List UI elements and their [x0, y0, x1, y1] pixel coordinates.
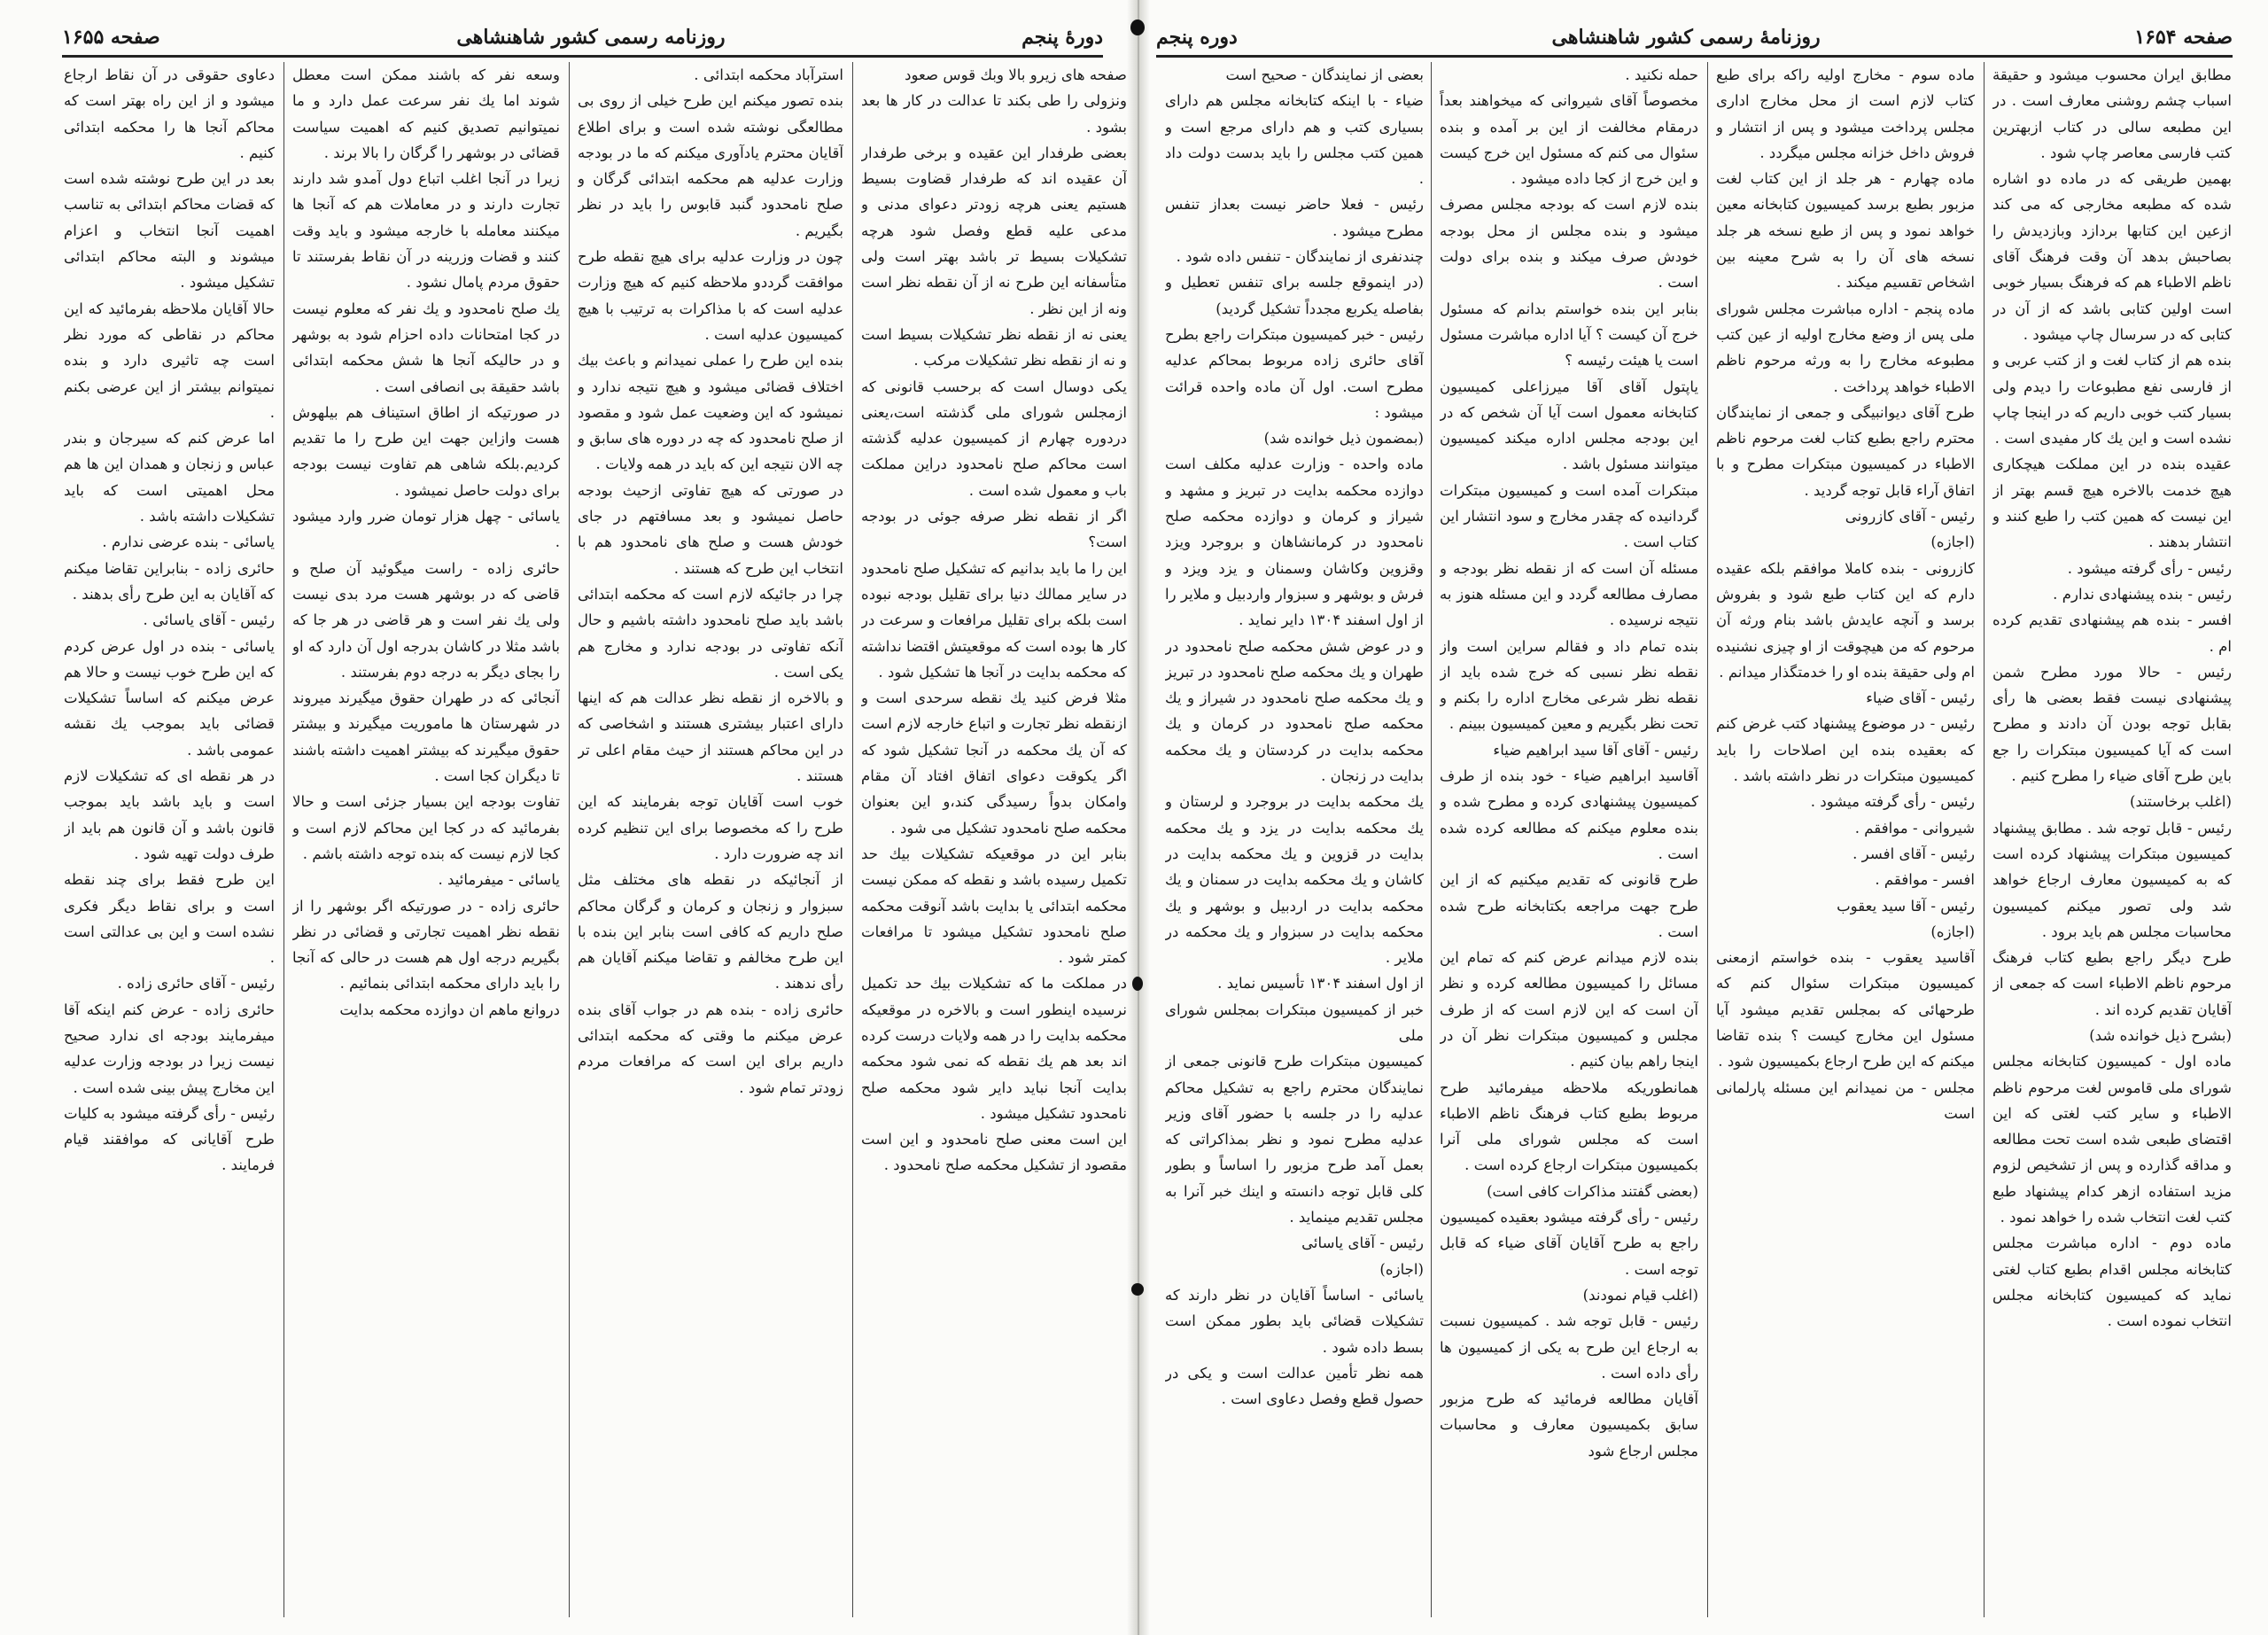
text-paragraph: چون در وزارت عدلیه برای هیچ نقطه طرح موافقت گرددو ملاحظه کنیم که هیچ وزارت عدلیه است که با مذاکرات به ترتیب با هیچ کمیسیون عدلیه است .	[578, 248, 843, 343]
text-paragraph: رئیس - رأی گرفته میشود .	[1810, 793, 1975, 811]
text-paragraph: یکی دوسال است که برحسب قانونی که ازمجلس شورای ملی گذشته است،یعنی دردوره چهارم از کمیسیون عدلیه گذشته است محاکم صلح نامحدود دراین مملکت باب و معمول شده است .	[861, 378, 1127, 499]
left-column-1	[861, 62, 1127, 1622]
text-paragraph: رئیس - رأی گرفته میشود به کلیات طرح آقایانی که موافقند قیام فرمایند .	[64, 1104, 275, 1174]
text-paragraph: حائری زاده - بنده هم در جواب آقای بنده عرض میکنم ما وقتی که محکمه ابتدائی داریم برای این است که مرافعات مردم زودتر تمام شود .	[578, 1000, 843, 1096]
text-paragraph: یك صلح نامحدود و یك نفر که معلوم نیست در کجا امتحانات داده احزام شود به بوشهر و در حالیکه آنجا ها شش محکمه ابتدائی باشد حقیقة بی انصافی است .	[292, 300, 560, 395]
text-paragraph: رئیس - قابل توجه شد . کمیسیون نسبت به ارجاع این طرح به یکی از کمیسیون ها رأی داده است .	[1440, 1312, 1698, 1382]
text-paragraph: بعضی از نمایندگان - صحیح است	[1225, 66, 1424, 83]
text-paragraph: کمیسیون مبتکرات طرح قانونی جمعی از نمایندگان محترم راجع به تشکیل محاکم عدلیه را در جلسه با حضور آقای وزیر عدلیه مطرح نمود و نظر بمذاکراتی که بعمل آمد طرح مزبور را اساساً و بطور کلی قابل توجه دانسته و اینك خبر آنرا به مجلس تقدیم مینماید .	[1165, 1053, 1424, 1226]
left-column-3	[292, 62, 560, 1622]
right-header-title: روزنامهٔ رسمی کشور شاهنشاهی	[1551, 26, 1821, 49]
text-paragraph: زیرا در آنجا اغلب اتباع دول آمدو شد دارند تجارت دارند و در معاملات هم که آنجا ها میکنند معامله با خارجه میشود و باید وقت کنند و قضات وزرینه در آن نقاط بفرستند تا حقوق مردم پامال نشود .	[292, 170, 560, 292]
text-paragraph: رئیس - فعلا حاضر نیست بعداز تنفس مطرح میشود .	[1165, 196, 1424, 239]
text-paragraph: ماده سوم - مخارج اولیه راکه برای طبع کتاب لازم است از محل مخارج اداری مجلس پرداخت میشود و پس از انتشار و فروش داخل خزانه مجلس میگردد .	[1716, 66, 1975, 161]
text-paragraph: و در عوض شش محکمه صلح نامحدود در طهران و یك محکمه صلح نامحدود در تبریز و یك محکمه صلح نامحدود در شیراز و یك محکمه صلح نامحدود در کرمان و یك محکمه بدایت در کردستان و یك محکمه بدایت در زنجان .	[1165, 637, 1424, 785]
text-paragraph: بنده این طرح را عملی نمیدانم و باعث بیك اختلاف قضائی میشود و هیچ نتیجه ندارد و نمیشود که این وضعیت عمل شود و مقصود از صلح نامحدود که چه در دوره های سابق و چه الان نتیجه این که باید در همه ولایات .	[578, 352, 843, 473]
text-paragraph: (اغلب قیام نمودند)	[1582, 1286, 1698, 1304]
left-header-session: دورهٔ پنجم	[1021, 26, 1103, 49]
text-paragraph: یاسائی - بنده در اول عرض کردم که این طرح خوب نیست و حالا هم عرض میکنم که اساساً تشکیلات قضائی باید بموجب یك نقشه عمومی باشد .	[64, 637, 275, 759]
text-paragraph: بنده لازم میدانم عرض کنم که تمام این مسائل را کمیسیون مطالعه کرده و نظر آن است که این لازم است که از طرف مجلس و کمیسیون مبتکرات نظر آن در اینجا راهم بیان کنیم .	[1440, 949, 1698, 1071]
text-paragraph: دعاوی حقوقی در آن نقاط ارجاع میشود و از این راه بهتر است که محاکم آنجا ها را محکمه ابتدائی کنیم .	[64, 66, 275, 161]
column-divider	[852, 62, 853, 1617]
right-column-3	[1716, 62, 1975, 1622]
text-paragraph: رئیس - بنده پیشنهادی ندارم .	[2053, 585, 2232, 603]
text-paragraph: بعد در این طرح نوشته شده است که قضات محاکم ابتدائی به تناسب اهمیت آنجا انتخاب و اعزام میشوند و البته محاکم ابتدائی تشکیل میشود .	[64, 170, 275, 292]
text-paragraph: یاسائی - اساساً آقایان در نظر دارند که تشکیلات قضائی باید بطور ممکن است بسط داده شود .	[1165, 1286, 1424, 1356]
right-page	[1138, 0, 2268, 1635]
text-paragraph: در مملکت ما که تشکیلات بیك حد تکمیل نرسیده اینطور است و بالاخره در موقعیکه محکمه بدایت را در همه ولایات درست کرده اند بعد هم یك نقطه که نمی شود محکمه بدایت آنجا نباید دایر شود محکمه صلح نامحدود تشکیل میشود .	[861, 975, 1127, 1122]
text-paragraph: خبر از کمیسیون مبتکرات بمجلس شورای ملی	[1165, 1000, 1424, 1044]
text-paragraph: آنجائی که در طهران حقوق میگیرند میروند در شهرستان ها ماموریت میگیرند و بیشتر حقوق میگیرند که بیشتر اهمیت داشته باشند تا دیگران کجا است .	[292, 689, 560, 785]
text-paragraph: ماده پنجم - اداره مباشرت مجلس شورای ملی پس از وضع مخارج اولیه از عین کتب مطبوعه مخارج را به ورثه مرحوم ناظم الاطباء خواهد پرداخت .	[1716, 300, 1975, 395]
text-paragraph: رئیس - در موضوع پیشنهاد کتب غرض کنم که بعقیده بنده این اصلاحات را باید کمیسیون مبتکرات در نظر داشته باشد .	[1716, 715, 1975, 785]
text-paragraph: حائری زاده - در صورتیکه اگر بوشهر را از نقطه نظر اهمیت تجارتی و قضائی در نظر بگیریم درجه اول هم هست در حالی که آنجا را باید دارای محکمه ابتدائی بنمائیم .	[292, 897, 560, 993]
text-paragraph: حالا آقایان ملاحظه بفرمائید که این محاکم در نقاطی که مورد نظر است چه تاثیری دارد و بنده نمیتوانم بیشتر از این عرضی بکنم .	[64, 300, 275, 421]
text-paragraph: ماده چهارم - هر جلد از این کتاب لغت مزبور بطبع برسد کمیسیون کتابخانه معین خواهد نمود و پس از طبع نسخه هر جلد نسخه های آن را به شرح معینه بین اشخاص تقسیم میکند .	[1716, 170, 1975, 292]
text-paragraph: (اجازه)	[1379, 1260, 1424, 1278]
text-paragraph: در صورتی که هیچ تفاوتی ازحیث بودجه حاصل نمیشود و بعد مسافتهم در جای خودش هست و صلح های نامحدود هم با انتخاب این طرح که هستند .	[578, 481, 843, 577]
text-paragraph: (در اینموقع جلسه برای تنفس تعطیل و بفاصله یکربع مجدداً تشکیل گردید)	[1165, 274, 1424, 317]
text-paragraph: بعضی طرفدار این عقیده و برخی طرفدار آن عقیده اند که طرفدار قضاوت بسیط هستیم یعنی هرچه زودتر دعوای مدنی و مدعی علیه قطع وفصل شود هرچه تشکیلات بسیط تر باشد بهتر است ولی متأسفانه این طرح نه از آن نقطه نظر است ونه از این نظر .	[861, 144, 1127, 317]
left-header-page-number: صفحه ۱۶۵۵	[62, 26, 160, 49]
text-paragraph: رئیس - آقا سید یعقوب	[1837, 897, 1975, 915]
right-column-2	[1440, 62, 1698, 1622]
text-paragraph: مسئله آن است که از نقطه نظر بودجه و مصارف مطالعه گردد و این مسئله هنوز به نتیجه نرسیده .	[1440, 559, 1698, 629]
text-paragraph: رئیس - خبر کمیسیون مبتکرات راجع بطرح آقای حائری زاده مربوط بمحاکم عدلیه مطرح است. اول آن ماده واحده قرائت میشود :	[1165, 325, 1424, 421]
text-paragraph: دروانع ماهم ان دوازده محکمه بدایت	[339, 1000, 560, 1018]
text-paragraph: آقاسید یعقوب - بنده خواستم ازمعنی کمیسیون مبتکرات سئوال کنم که طرحهائی که بمجلس تقدیم میشود آیا مسئول این مخارج کیست ؟ بنده تقاضا میکنم که این طرح ارجاع بکمیسیون شود .	[1716, 949, 1975, 1071]
text-paragraph: بنده تمام داد و فقالم سراین است واز نقطه نظر نسبی که خرج شده باید از نقطه نظر شرعی مخارج اداره را بکنم و تحت نظر بگیریم و معین کمیسیون ببینم .	[1440, 637, 1698, 733]
text-paragraph: مخصوصاً آقای شیروانی که میخواهند بعداً درمقام مخالفت از این بر آمده و بنده سئوال می کنم که مسئول این خرج کیست و این خرج از کجا داده میشود .	[1440, 92, 1698, 188]
text-paragraph: از آنجائیکه در نقطه های مختلف مثل سبزوار و زنجان و کرمان و گرگان محاکم صلح داریم که کافی است بنابر این بنده با این طرح مخالفم و تقاضا میکنم آقایان هم رأی ندهند .	[578, 871, 843, 993]
text-paragraph: در هر نقطه ای که تشکیلات لازم است و باید باشد باید بموجب قانون باشد و آن قانون هم باید از طرف دولت تهیه شود .	[64, 767, 275, 862]
text-paragraph: یاسائی - میفرمائید .	[438, 871, 560, 889]
text-paragraph: و بالاخره از نقطه نظر عدالت هم که اینها دارای اعتبار بیشتری هستند و اشخاصی که در این محاکم هستند از حیث مقام اعلی تر هستند .	[578, 689, 843, 785]
column-divider	[1431, 62, 1432, 1617]
text-paragraph: یك محکمه بدایت در بروجرد و لرستان و یك محکمه بدایت در یزد و یك محکمه بدایت در قزوین و یك محکمه بدایت در کاشان و یك محکمه بدایت در سمنان و یك محکمه بدایت در اردبیل و بوشهر و یك محکمه بدایت در سبزوار و یك محکمه در ملایر .	[1165, 793, 1424, 967]
text-paragraph: افسر - بنده هم پیشنهادی تقدیم کرده ام .	[1992, 611, 2232, 655]
left-page-header	[62, 19, 1103, 58]
left-header-title: روزنامه رسمی کشور شاهنشاهی	[456, 26, 726, 49]
text-paragraph: همانطوریکه ملاحظه میفرمائید طرح مربوط بطبع کتاب فرهنگ ناظم الاطباء است که مجلس شورای ملی آنرا بکمیسیون مبتکرات ارجاع کرده است .	[1440, 1078, 1698, 1174]
text-paragraph: صفحه های زیرو بالا وبك قوس صعود	[905, 66, 1127, 83]
text-paragraph: این را ما باید بدانیم که تشکیل صلح نامحدود در سایر ممالك دنیا برای تقلیل بودجه نبوده است بلکه برای تقلیل مرافعات و سرعت در کار ها بوده است که موقعیتش اقتضا نداشته که محکمه بدایت در آنجا ها تشکیل شود .	[861, 559, 1127, 681]
text-paragraph: رئیس - رأی گرفته میشود بعقیده کمیسیون راجع به طرح آقایان آقای ضیاء که قابل توجه است .	[1440, 1209, 1698, 1278]
text-paragraph: بهمین طریقی که در ماده دو اشاره شده که مطبعه مخارجی که می کند ازعین این کتابها بردازد وبازدیدش را بصاحبش بدهد آن وقت فرهنگ آقای ناظم الاطباء هم که فرهنگ بسیار خوبی است اولین کتابی باشد که از آن در کتابی که در سرسال چاپ میشود .	[1992, 170, 2232, 343]
text-paragraph: بنابر این در موقعیکه تشکیلات بیك حد تکمیل رسیده باشد و نقطه که ممکن نیست محکمه ابتدائی یا بدایت باشد آنوقت محکمه صلح نامحدود تشکیل میشود تا مرافعات کمتر شود .	[861, 845, 1127, 967]
text-paragraph: طرح آقای دیوانبیگی و جمعی از نمایندگان محترم راجع بطبع کتاب لغت مرحوم ناظم الاطباء در کمیسیون مبتکرات مطرح و با اتفاق آراء قابل توجه گردید .	[1716, 403, 1975, 499]
text-paragraph: مطابق ایران محسوب میشود و حقیقة اسباب چشم روشنی معارف است . در این مطبعه سالی در کتاب ازبهترین کتب فارسی معاصر چاپ شود .	[1992, 66, 2232, 161]
text-paragraph: (اغلب برخاستند)	[2129, 793, 2232, 811]
text-paragraph: ماده اول - کمیسیون کتابخانه مجلس شورای ملی قاموس لغت مرحوم ناظم الاطباء و سایر کتب لغتی که این اقتضای طبعی شده است تحت مطالعه و مداقه گذارده و پس از تشخیص لزوم مزید استفاده ازهر کدام پیشنهاد طبع کتب لغت انتخاب شده را خواهد نمود .	[1992, 1053, 2232, 1226]
text-paragraph: مبتکرات آمده است و کمیسیون مبتکرات گردانیده که چقدر مخارج و سود انتشار این کتاب است .	[1440, 481, 1698, 551]
text-paragraph: آقایان مطالعه فرمائید که طرح مزبور سابق بکمیسیون معارف و محاسبات مجلس ارجاع شود	[1440, 1390, 1698, 1460]
text-paragraph: چرا در جائیکه لازم است که محکمه ابتدائی باشد باید صلح نامحدود داشته باشیم و حال آنکه تفاوتی در بودجه ندارد و مخارج هم یکی است .	[578, 585, 843, 681]
right-page-header	[1156, 19, 2233, 58]
text-paragraph: شیروانی - موافقم .	[1854, 819, 1975, 837]
column-divider	[1707, 62, 1708, 1617]
left-column-2	[578, 62, 843, 1622]
text-paragraph: ماده واحده - وزارت عدلیه مکلف است دوازده محکمه بدایت در تبریز و مشهد و شیراز و کرمان و دوازده محکمه صلح نامحدود در کرمانشاهان و بروجرد ویزد وقزوین وکاشان وسمنان و یزد ویزد و فرش و بوشهر و سبزوار واردبیل و ملایر را از اول اسفند ۱۳۰۴ دایر نماید .	[1165, 455, 1424, 629]
text-paragraph: رئیس - آقای افسر .	[1852, 845, 1975, 862]
text-paragraph: اما عرض کنم که سیرجان و بندر عباس و زنجان و همدان این ها هم محل اهمیتی است که باید تشکیلات داشته باشد .	[64, 430, 275, 526]
text-paragraph: عقیده بنده در این مملکت هیچکاری هیچ خدمت بالاخره هیچ قسم بهتر از این نیست که همین کتب را طبع کنند و انتشار بدهند .	[1992, 455, 2232, 551]
left-column-4	[64, 62, 275, 1622]
text-paragraph: در صورتیکه از اطاق استیناف هم بیلهوش هست وازاین جهت این طرح را ما تقدیم کردیم.بلکه شاهی هم تفاوت نیست بودجه برای دولت حاصل نمیشود .	[292, 403, 560, 499]
text-paragraph: مثلا فرض کنید یك نقطه سرحدی است و ازنقطه نظر تجارت و اتباع خارجه لازم است که آن یك محکمه در آنجا تشکیل شود که اگر یکوقت دعوای اتفاق افتاد آن مقام وامکان بدواً رسیدگی کند،و این بعنوان محکمه صلح نامحدود تشکیل می شود .	[861, 689, 1127, 837]
text-paragraph: طرح دیگر راجع بطبع کتاب فرهنگ مرحوم ناظم الاطباء است که جمعی از آقایان تقدیم کرده اند .	[1992, 949, 2232, 1018]
text-paragraph: یاسائی - چهل هزار تومان ضرر وارد میشود .	[292, 508, 560, 551]
text-paragraph: آقاسید ابراهیم ضیاء - خود بنده از طرف کمیسیون پیشنهادی کرده و مطرح شده و بنده معلوم میکنم که مطالعه کرده شده است .	[1440, 767, 1698, 862]
text-paragraph: حائری زاده - عرض کنم اینکه آقا میفرمایند بودجه ای ندارد صحیح نیست زیرا در بودجه وزارت عدلیه این مخارج پیش بینی شده است .	[64, 1000, 275, 1096]
text-paragraph: (اجازه)	[1930, 923, 1975, 940]
text-paragraph: بنده لازم است که بودجه مجلس مصرف میشود و بنده مجلس از محل بودجه خودش صرف میکند و بنده برای دولت است .	[1440, 196, 1698, 292]
text-paragraph: بنده تصور میکنم این طرح خیلی از روی بی مطالعگی نوشته شده است و برای اطلاع آقایان محترم یادآوری میکنم که ما در بودجه وزارت عدلیه هم محکمه ابتدائی گرگان و صلح نامحدود گنبد قابوس را باید در نظر بگیریم .	[578, 92, 843, 239]
text-paragraph: رئیس - آقای ضیاء	[1866, 689, 1975, 707]
text-paragraph: (بشرح ذیل خوانده شد)	[2089, 1026, 2232, 1044]
text-paragraph: رئیس - قابل توجه شد . مطابق پیشنهاد کمیسیون مبتکرات پیشنهاد کرده است که به کمیسیون معارف ارجاع خواهد شد ولی تصور میکنم کمیسیون محاسبات مجلس هم باید برود .	[1992, 819, 2232, 940]
text-paragraph: چندنفری از نمایندگان - تنفس داده شود .	[1176, 248, 1424, 266]
right-column-1	[1165, 62, 1424, 1622]
text-paragraph: رئیس - آقای یاسائی .	[143, 611, 275, 629]
text-paragraph: بنده هم از کتاب لغت و از کتب عربی و از فارسی نفع مطبوعات را دیدم ولی بسیار کتب خوبی داریم که در اینجا چاپ نشده است و این یك کار مفیدی است .	[1992, 352, 2232, 448]
text-paragraph: بنابر این بنده خواستم بدانم که مسئول خرج آن کیست ؟ آیا اداره مباشرت مسئول است یا هیئت رئیسه ؟	[1440, 300, 1698, 370]
text-paragraph: رئیس - آقای حائری زاده .	[117, 975, 275, 993]
text-paragraph: این است معنی صلح نامحدود و این است مقصود از تشکیل محکمه صلح نامحدود .	[861, 1131, 1127, 1174]
text-paragraph: کازرونی - بنده کاملا موافقم بلکه عقیده دارم که این کتاب طبع شود و بفروش برسد و آنچه عایدش باشد بنام ورثه آن مرحوم که من هیچوقت از او چیزی نشنیده ام ولی حقیقة بنده او را خدمتگذار میدانم .	[1716, 559, 1975, 681]
text-paragraph: ماده دوم - اداره مباشرت مجلس کتابخانه مجلس اقدام بطبع کتاب لغتی نماید که کمیسیون کتابخانه مجلس انتخاب نموده است .	[1992, 1234, 2232, 1330]
right-column-4	[1992, 62, 2232, 1622]
text-paragraph: ضیاء - با اینکه کتابخانه مجلس هم دارای بسیاری کتب و هم دارای مرجع است و همین کتب مجلس را باید بدست دولت داد .	[1165, 92, 1424, 188]
text-paragraph: (بمضمون ذیل خوانده شد)	[1263, 430, 1424, 448]
text-paragraph: رئیس - آقای کازرونی	[1845, 508, 1975, 526]
text-paragraph: تفاوت بودجه این بسیار جزئی است و حالا بفرمائید که در کجا این محاکم لازم است و کجا لازم نیست که بنده توجه داشته باشم .	[292, 793, 560, 862]
text-paragraph: (اجازه)	[1930, 533, 1975, 551]
right-header-session: دوره پنجم	[1156, 26, 1238, 49]
text-paragraph: رئیس - آقای آقا سید ابراهیم ضیاء	[1493, 741, 1698, 759]
text-paragraph: (بعضی گفتند مذاکرات کافی است)	[1487, 1182, 1698, 1200]
text-paragraph: وسعه نفر که باشند ممکن است معطل شوند اما یك نفر سرعت عمل دارد و ما نمیتوانیم تصدیق کنیم که اهمیت سیاست قضائی در بوشهر را گرگان را بالا برند .	[292, 66, 560, 161]
right-header-page-number: صفحه ۱۶۵۴	[2134, 26, 2233, 49]
text-paragraph: از اول اسفند ۱۳۰۴ تأسیس نماید .	[1217, 975, 1424, 993]
text-paragraph: رئیس - حالا مورد مطرح شمن پیشنهادی نیست فقط بعضی ها رأی بقابل توجه بودن آن دادند و مطرح است که آیا کمیسیون مبتکرات را جع باین طرح آقای ضیاء را مطرح کنیم .	[1992, 663, 2232, 785]
text-paragraph: حائری زاده - راست میگوئید آن صلح و قاضی که در بوشهر هست مرد بدی نیست ولی یك نفر است و هر قاضی در هر جا که باشد مثلا در کاشان بدرجه اول آن دارد که او را بجای دیگر به درجه دوم بفرستند .	[292, 559, 560, 681]
text-paragraph: حمله نکنید .	[1625, 66, 1698, 83]
text-paragraph: مجلس - من نمیدانم این مسئله پارلمانی است	[1716, 1078, 1975, 1122]
text-paragraph: اگر از نقطه نظر صرفه جوئی در بودجه است؟	[861, 508, 1127, 551]
text-paragraph: همه نظر تأمین عدالت است و یکی در حصول قطع وفصل دعاوی است .	[1165, 1364, 1424, 1408]
text-paragraph: یاپتول آقای آقا میرزاعلی کمیسیون کتابخانه معمول است آیا آن شخص که در این بودجه مجلس اداره میکند کمیسیون میتوانند مسئول باشد .	[1440, 378, 1698, 473]
column-divider	[569, 62, 570, 1617]
text-paragraph: یعنی نه از نقطه نظر تشکیلات بسیط است و نه از نقطه نظر تشکیلات مرکب .	[861, 325, 1127, 370]
text-paragraph: یاسائی - بنده عرضی ندارم .	[102, 533, 275, 551]
text-paragraph: رئیس - رأی گرفته میشود .	[2067, 559, 2232, 577]
text-paragraph: ونزولی را طی بکند تا عدالت در کار ها بعد بشود .	[861, 92, 1127, 136]
text-paragraph: طرح قانونی که تقدیم میکنیم که از این طرح جهت مراجعه بکتابخانه طرح شده است .	[1440, 871, 1698, 940]
text-paragraph: استرآباد محکمه ابتدائی .	[694, 66, 843, 83]
text-paragraph: این طرح فقط برای چند نقطه است و برای نقاط دیگر فکری نشده است و این بی عدالتی است .	[64, 871, 275, 967]
text-paragraph: رئیس - آقای یاسائی	[1301, 1234, 1424, 1252]
text-paragraph: حائری زاده - بنابراین تقاضا میکنم که آقایان به این طرح رأی بدهند .	[64, 559, 275, 603]
text-paragraph: افسر - موافقم .	[1875, 871, 1975, 889]
text-paragraph: خوب است آقایان توجه بفرمایند که این طرح را که مخصوصا برای این تنظیم کرده اند چه ضرورت دارد .	[578, 793, 843, 862]
